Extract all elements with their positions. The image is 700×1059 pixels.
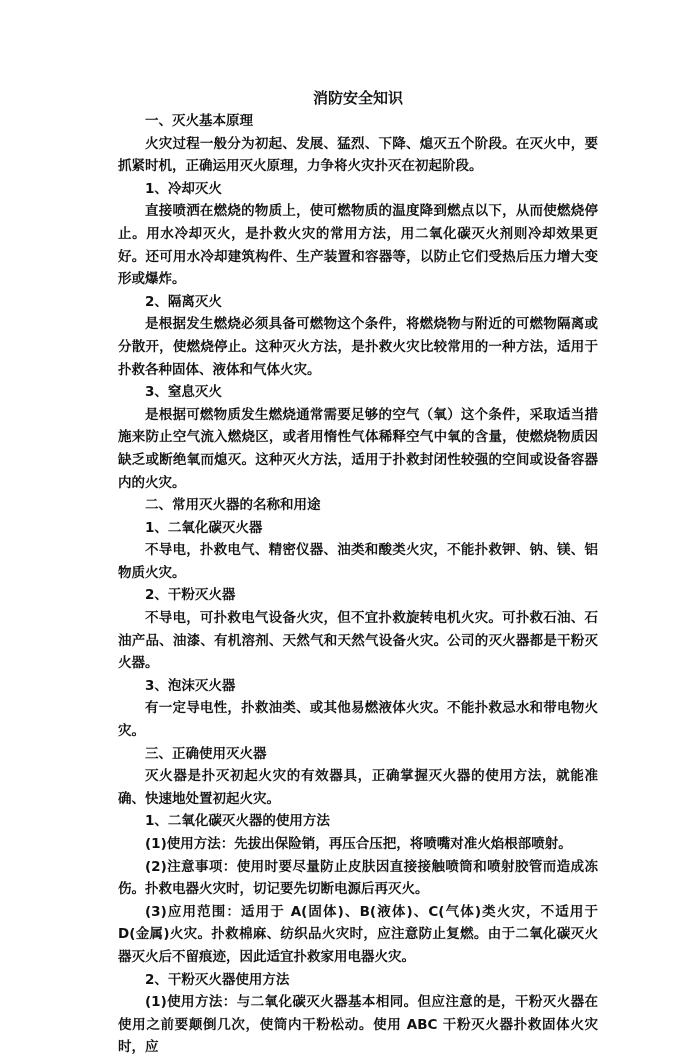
paragraph-foam: 有一定导电性，扑救油类、或其他易燃液体火灾。不能扑救忌水和带电物火灾。 [118, 700, 598, 740]
section-heading-1: 一、灭火基本原理 [145, 113, 253, 129]
subheading-dry-powder-usage: 2、干粉灭火器使用方法 [145, 971, 290, 988]
document-content [118, 110, 598, 1059]
section-heading-3: 三、正确使用灭火器 [145, 745, 267, 762]
paragraph-co2-extinguisher: 不导电，扑救电气、精密仪器、油类和酸类火灾，不能扑救钾、钠、镁、铝物质火灾。 [118, 542, 598, 581]
paragraph-dry-powder-method: (1)使用方法：与二氧化碳灭火器基本相同。但应注意的是，干粉灭火器在使用之前要颠倒几次，使筒内干粉松动。使用 ABC 干粉灭火器扑救固体火灾时，应 [118, 994, 598, 1056]
subheading-smothering: 3、窒息灭火 [145, 384, 222, 401]
subheading-foam: 3、泡沫灭火器 [145, 677, 236, 694]
document-body [118, 87, 598, 1059]
paragraph-correct-use: 灭火器是扑灭初起火灾的有效器具，正确掌握灭火器的使用方法，就能准确、快速地处置初起火灾。 [118, 768, 598, 807]
paragraph-isolation: 是根据发生燃烧必须具备可燃物这个条件，将燃烧物与附近的可燃物隔离或分散开，使燃烧停止。这种灭火方法，是扑救火灾比较常用的一种方法，适用于扑救各种固体、液体和气体火灾。 [118, 316, 598, 378]
document-title: 消防安全知识 [312, 89, 403, 107]
paragraph-co2-scope: (3)应用范围：适用于 A(固体)、B(液体)、C(气体)类火灾，不适用于 D(金属)火灾。扑救棉麻、纺织品火灾时，应注意防止复燃。由于二氧化碳灭火器灭火后不留痕迹，因此适宜扑救家用电器火灾。 [118, 903, 598, 965]
subheading-co2-usage: 1、二氧化碳灭火器的使用方法 [145, 813, 330, 830]
paragraph-co2-method: (1)使用方法：先拔出保险销，再压合压把，将喷嘴对准火焰根部喷射。 [145, 836, 572, 852]
paragraph-smothering: 是根据可燃物质发生燃烧通常需要足够的空气（氧）这个条件，采取适当措施来防止空气流入燃烧区，或者用惰性气体稀释空气中氧的含量，使燃烧物质因缺乏或断绝氧而熄灭。这种灭火方法，适用于扑救封闭性较强的空间或设备容器内的火灾。 [118, 406, 598, 491]
section-heading-2: 二、常用灭火器的名称和用途 [145, 497, 321, 514]
paragraph-intro: 火灾过程一般分为初起、发展、猛烈、下降、熄灭五个阶段。在灭火中，要抓紧时机，正确运用灭火原理，力争将火灾扑灭在初起阶段。 [118, 135, 598, 175]
subheading-isolation: 2、隔离灭火 [145, 293, 222, 310]
paragraph-dry-powder: 不导电，可扑救电气设备火灾，但不宜扑救旋转电机火灾。可扑救石油、石油产品、油漆、有机溶剂、天然气和天然气设备火灾。公司的灭火器都是干粉灭火器。 [118, 610, 598, 672]
paragraph-co2-notes: (2)注意事项：使用时要尽量防止皮肤因直接接触喷筒和喷射胶管而造成冻伤。扑救电器火灾时，切记要先切断电源后再灭火。 [118, 858, 598, 898]
paragraph-cooling: 直接喷洒在燃烧的物质上，使可燃物质的温度降到燃点以下，从而使燃烧停止。用水冷却灭火，是扑救火灾的常用方法，用二氧化碳灭火剂则冷却效果更好。还可用水冷却建筑构件、生产装置和容器等，以防止它们受热后压力增大变形或爆炸。 [118, 203, 598, 288]
subheading-cooling: 1、冷却灭火 [145, 180, 222, 197]
subheading-dry-powder: 2、干粉灭火器 [145, 587, 236, 604]
subheading-co2-extinguisher: 1、二氧化碳灭火器 [145, 519, 263, 536]
